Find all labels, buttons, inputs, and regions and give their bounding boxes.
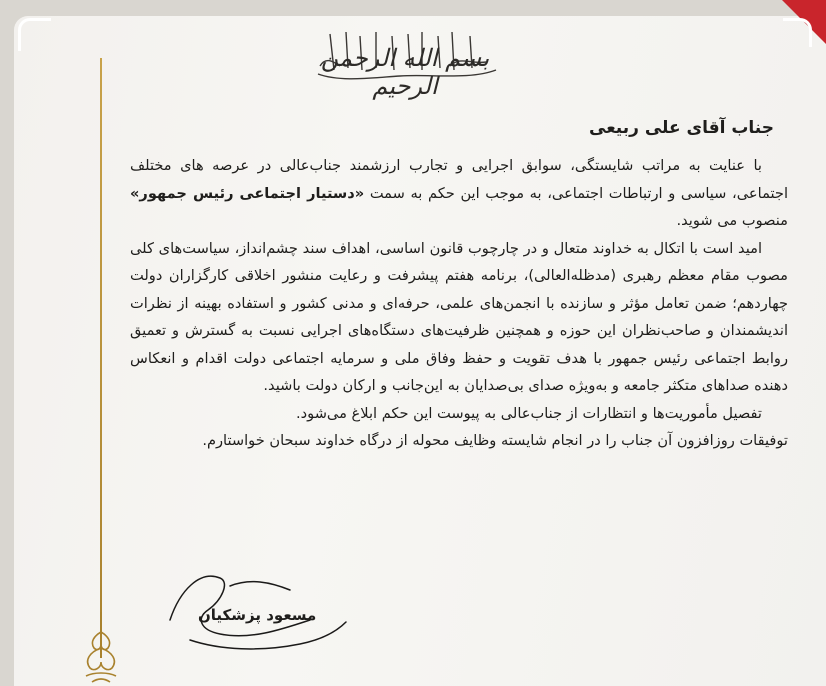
letter-body [130,118,788,455]
appointment-text-after: منصوب می شوید. [676,212,788,229]
crop-corner-top-left [18,18,51,51]
appointment-position-title: «دستیار اجتماعی رئیس جمهور» [130,184,365,202]
appointment-text-before: با عنایت به مراتب شایستگی، سوابق اجرایی و تجارب ارزشمند جناب‌عالی در عرصه های مختلف اجتماعی، سیاسی و ارتباطات اجتماعی، به موجب این حکم به سمت [130,157,788,202]
appointment-paragraph [130,152,788,235]
crop-corner-top-right [783,18,812,47]
signatory-name: مسعود پزشکیان [198,606,317,624]
basmala-text: بسم الله الرحمن الرحیم [320,44,490,100]
gold-margin-rule [100,58,102,658]
annex-paragraph: تفصیل مأموریت‌ها و انتظارات از جناب‌عالی به پیوست این حکم ابلاغ می‌شود. [296,404,762,422]
basmala-calligraphy [300,26,510,100]
gold-ornament-icon [74,612,128,686]
addressee-line: جناب آقای علی ربیعی [589,118,774,138]
expectations-paragraph: امید است با اتکال به خداوند متعال و در چارچوب قانون اساسی، اهداف سند چشم‌انداز، سیاست‌های کلی مصوب مقام معظم رهبری (مدظله‌العالی)، برنامه هفتم پیشرفت و رعایت منشور اخلاقی کارگزاران دولت چهاردهم؛ ضمن تعامل مؤثر و سازنده با انجمن‌های علمی، حرفه‌ای و مدنی کشور و استفاده بهینه از نظرات اندیشمندان و صاحب‌نظران این حوزه و همچنین ظرفیت‌های دستگاه‌های اجرایی نسبت به گسترش و تعمیق روابط اجتماعی رئیس جمهور با هدف تقویت و حفظ وفاق ملی و سرمایه اجتماعی دولت اقدام و انعکاس دهنده صداهای متکثر جامعه و به‌ویژه صدای بی‌صدایان به این‌جانب و ارکان دولت باشید. [130,239,788,394]
closing-paragraph: توفیقات روزافزون آن جناب را در انجام شایسته وظایف محوله از درگاه خداوند سبحان خواستارم. [202,432,788,449]
